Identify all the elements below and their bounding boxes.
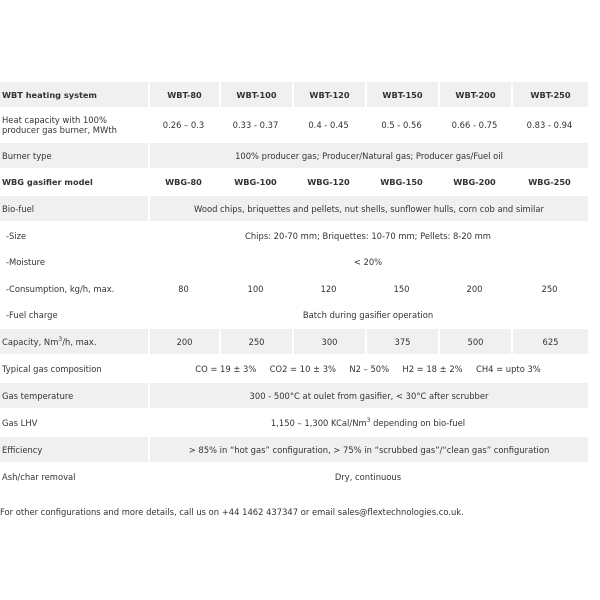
gas-lhv-suffix: depending on bio-fuel xyxy=(370,417,466,428)
efficiency-row xyxy=(0,437,588,462)
heat-capacity-label: Heat capacity with 100% producer gas burner, MWth xyxy=(2,115,117,135)
capacity-row xyxy=(0,329,588,354)
consumption-value: 250 xyxy=(541,283,558,294)
gas-lhv-value xyxy=(148,410,588,435)
gas-temperature-label: Gas temperature xyxy=(0,383,148,408)
gas-composition-label: Typical gas composition xyxy=(2,363,102,374)
fuel-charge-row xyxy=(0,303,588,327)
biofuel-row xyxy=(0,196,588,221)
wbg-model: WBG-100 xyxy=(234,177,277,187)
consumption-value: 100 xyxy=(247,283,264,294)
burner-type-row xyxy=(0,143,588,168)
fuel-charge-label: -Fuel charge xyxy=(6,310,58,320)
gas-comp-ch4: CH4 = upto 3% xyxy=(475,363,541,374)
gas-composition-value xyxy=(148,356,588,381)
size-row xyxy=(0,223,588,248)
wbt-title: WBT heating system xyxy=(0,82,148,107)
wbt-model: WBT-120 xyxy=(292,82,365,107)
capacity-value: 500 xyxy=(438,329,511,354)
wbt-model: WBT-200 xyxy=(438,82,511,107)
wbg-header-row xyxy=(0,170,588,194)
capacity-label-sup: 3 xyxy=(58,335,63,343)
burner-type-value: 100% producer gas; Producer/Natural gas; Producer gas/Fuel oil xyxy=(148,143,588,168)
fuel-charge-value: Batch during gasifier operation xyxy=(302,310,434,320)
wbg-title: WBG gasifier model xyxy=(2,177,93,187)
capacity-label-unit: /h, max. xyxy=(62,336,97,347)
gas-comp-co: CO = 19 ± 3% xyxy=(195,363,257,374)
spec-table xyxy=(0,80,588,491)
ash-removal-label: Ash/char removal xyxy=(2,471,76,482)
wbg-model: WBG-120 xyxy=(307,177,350,187)
burner-type-label: Burner type xyxy=(0,143,148,168)
gas-temperature-value: 300 - 500°C at oulet from gasifier, < 30°C after scrubber xyxy=(148,383,588,408)
capacity-value: 625 xyxy=(511,329,588,354)
ash-removal-value: Dry, continuous xyxy=(334,471,402,482)
gas-lhv-label: Gas LHV xyxy=(2,417,38,428)
heat-capacity-value: 0.33 - 0.37 xyxy=(232,120,279,130)
wbt-model: WBT-150 xyxy=(365,82,438,107)
size-label: -Size xyxy=(6,230,27,241)
biofuel-label: Bio-fuel xyxy=(0,196,148,221)
moisture-label: -Moisture xyxy=(6,257,46,267)
capacity-value: 375 xyxy=(365,329,438,354)
efficiency-value: > 85% in “hot gas” configuration, > 75% in “scrubbed gas”/“clean gas” configuration xyxy=(148,437,588,462)
heat-capacity-value: 0.26 – 0.3 xyxy=(162,120,205,130)
gas-composition-row xyxy=(0,356,588,381)
efficiency-label: Efficiency xyxy=(0,437,148,462)
consumption-label: -Consumption, kg/h, max. xyxy=(6,283,115,294)
consumption-value: 200 xyxy=(466,283,483,294)
consumption-value: 150 xyxy=(393,283,410,294)
wbg-model: WBG-80 xyxy=(165,177,202,187)
gas-comp-co2: CO2 = 10 ± 3% xyxy=(269,363,337,374)
wbg-model: WBG-250 xyxy=(528,177,571,187)
heat-capacity-row xyxy=(0,109,588,141)
size-value: Chips: 20-70 mm; Briquettes: 10-70 mm; Pellets: 8-20 mm xyxy=(245,230,491,241)
ash-removal-row xyxy=(0,464,588,489)
consumption-value: 120 xyxy=(320,283,337,294)
gas-lhv-sup: 3 xyxy=(366,416,371,424)
gas-temperature-row xyxy=(0,383,588,408)
heat-capacity-value: 0.4 - 0.45 xyxy=(308,120,349,130)
wbg-model: WBG-200 xyxy=(453,177,496,187)
contact-note: For other configurations and more details, call us on +44 1462 437347 or email sales@flextechnologies.co.uk. xyxy=(0,507,464,517)
gas-lhv-text: 1,150 – 1,300 KCal/Nm xyxy=(270,417,367,428)
gas-comp-h2: H2 = 18 ± 2% xyxy=(402,363,463,374)
moisture-value: < 20% xyxy=(353,257,383,267)
wbt-model: WBT-80 xyxy=(148,82,219,107)
gas-comp-n2: N2 – 50% xyxy=(349,363,390,374)
capacity-value: 250 xyxy=(219,329,292,354)
capacity-value: 200 xyxy=(148,329,219,354)
capacity-label-text: Capacity, Nm xyxy=(2,336,59,347)
capacity-label xyxy=(0,329,148,354)
wbg-model: WBG-150 xyxy=(380,177,423,187)
heat-capacity-value: 0.83 - 0.94 xyxy=(526,120,573,130)
wbt-model: WBT-250 xyxy=(511,82,588,107)
heat-capacity-value: 0.5 - 0.56 xyxy=(381,120,422,130)
capacity-value: 300 xyxy=(292,329,365,354)
biofuel-value: Wood chips, briquettes and pellets, nut shells, sunflower hulls, corn cob and similar xyxy=(148,196,588,221)
wbt-model: WBT-100 xyxy=(219,82,292,107)
moisture-row xyxy=(0,250,588,274)
consumption-row xyxy=(0,276,588,301)
wbt-header-row xyxy=(0,82,588,107)
heat-capacity-value: 0.66 - 0.75 xyxy=(451,120,498,130)
gas-lhv-row xyxy=(0,410,588,435)
consumption-value: 80 xyxy=(178,283,189,294)
